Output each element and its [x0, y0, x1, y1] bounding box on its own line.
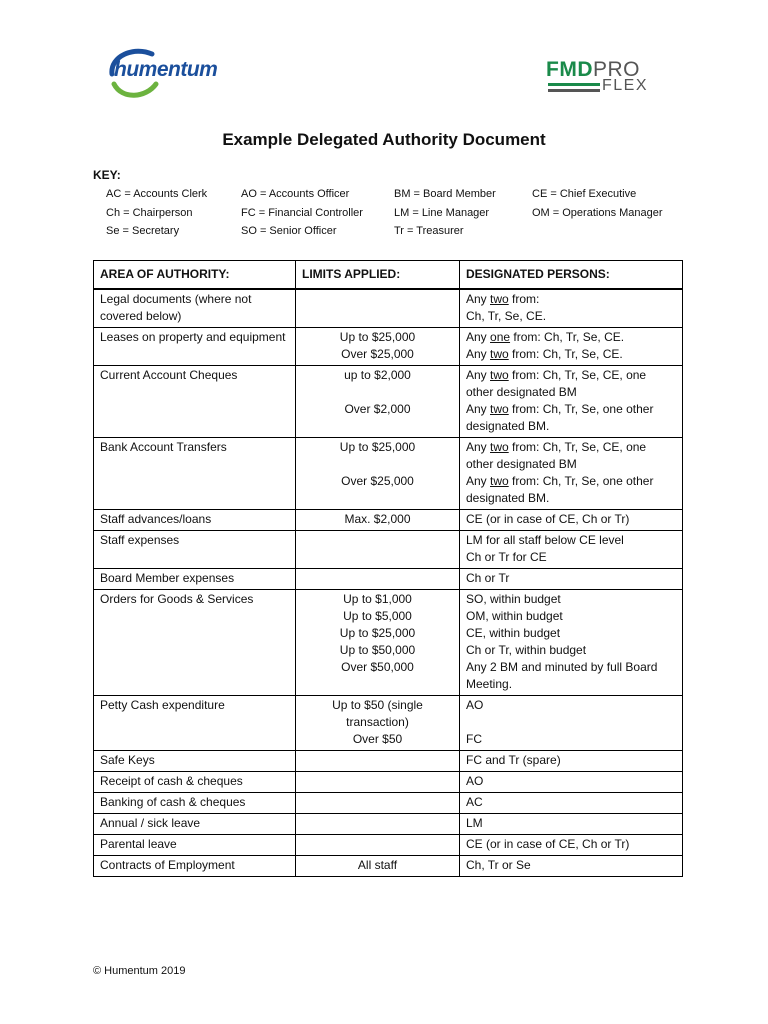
person-line [466, 608, 676, 625]
area-cell: Legal documents (where not covered below) [94, 289, 296, 328]
header-limits: LIMITS APPLIED: [296, 261, 460, 290]
limit-value: Up to $1,000 [343, 592, 412, 606]
limits-cell [296, 590, 460, 696]
table-body [94, 289, 683, 877]
area-cell: Safe Keys [94, 751, 296, 772]
limits-cell [296, 772, 460, 793]
person-text: from: Ch, Tr, Se, CE. [508, 347, 623, 361]
limits-cell [296, 366, 460, 438]
persons-cell [460, 856, 683, 877]
limits-cell [296, 289, 460, 328]
person-line [466, 367, 676, 401]
limits-cell [296, 510, 460, 531]
table-row [94, 590, 683, 696]
person-text: Ch, Tr or Se [466, 858, 531, 872]
limit-value: Over $2,000 [344, 402, 411, 416]
person-text: Ch or Tr [466, 571, 510, 585]
persons-cell [460, 289, 683, 328]
limits-cell [296, 856, 460, 877]
persons-cell [460, 793, 683, 814]
limits-cell [296, 835, 460, 856]
person-text: Ch or Tr, within budget [466, 643, 587, 657]
table-row [94, 696, 683, 751]
area-cell: Staff advances/loans [94, 510, 296, 531]
person-text: OM, within budget [466, 609, 563, 623]
person-line [466, 511, 676, 528]
person-text: CE, within budget [466, 626, 561, 640]
limit-value: Over $50,000 [341, 660, 414, 674]
person-line [466, 642, 676, 659]
person-line [466, 346, 676, 363]
fmd-text: FMD [546, 58, 593, 81]
copyright-footer: © Humentum 2019 [93, 965, 186, 977]
area-cell: Leases on property and equipment [94, 328, 296, 366]
person-line [466, 291, 676, 308]
table-row [94, 366, 683, 438]
person-line [466, 625, 676, 642]
underlined-qualifier: two [490, 347, 509, 361]
person-text: SO, within budget [466, 592, 561, 606]
area-cell: Petty Cash expenditure [94, 696, 296, 751]
limit-value: Up to $25,000 [339, 440, 416, 454]
key-item: AC = Accounts Clerk [106, 188, 208, 200]
area-cell: Annual / sick leave [94, 814, 296, 835]
person-text: LM [466, 816, 483, 830]
limit-value: All staff [357, 858, 398, 872]
persons-cell [460, 696, 683, 751]
limit-value: up to $2,000 [344, 368, 411, 382]
limits-cell [296, 696, 460, 751]
underlined-qualifier: two [490, 292, 509, 306]
area-cell: Receipt of cash & cheques [94, 772, 296, 793]
header-area: AREA OF AUTHORITY: [94, 261, 296, 290]
persons-cell [460, 772, 683, 793]
key-item: Tr = Treasurer [394, 225, 464, 237]
person-text: Any [466, 440, 491, 454]
persons-cell [460, 814, 683, 835]
person-line [466, 857, 676, 874]
persons-cell [460, 438, 683, 510]
person-line [466, 549, 676, 566]
person-text: from: Ch, Tr, Se, one other designated BM. [466, 474, 654, 505]
persons-cell [460, 531, 683, 569]
person-text: from: Ch, Tr, Se, CE, one other designated BM [466, 368, 647, 399]
person-line [466, 815, 676, 832]
person-text: Ch, Tr, Se, CE. [466, 309, 547, 323]
table-row [94, 569, 683, 590]
area-cell: Board Member expenses [94, 569, 296, 590]
key-item: LM = Line Manager [394, 207, 490, 219]
person-text: CE (or in case of CE, Ch or Tr) [466, 837, 630, 851]
header-persons: DESIGNATED PERSONS: [460, 261, 683, 290]
person-text: Ch or Tr for CE [466, 550, 547, 564]
person-text: from: Ch, Tr, Se, one other designated BM. [466, 402, 654, 433]
table-row [94, 289, 683, 328]
key-item: Ch = Chairperson [106, 207, 193, 219]
person-text: Any [466, 347, 491, 361]
person-line [466, 532, 676, 549]
person-line [466, 473, 676, 507]
underlined-qualifier: two [490, 440, 509, 454]
page-title: Example Delegated Authority Document [222, 130, 546, 149]
person-text: AO [466, 774, 484, 788]
area-cell: Parental leave [94, 835, 296, 856]
table-row [94, 835, 683, 856]
limits-cell [296, 569, 460, 590]
person-text: Any 2 BM and minuted by full Board Meeting. [466, 660, 658, 691]
table-row [94, 328, 683, 366]
key-item: Se = Secretary [106, 225, 180, 237]
limits-cell [296, 814, 460, 835]
persons-cell [460, 510, 683, 531]
table-row [94, 772, 683, 793]
limits-cell [296, 531, 460, 569]
authority-table [93, 260, 683, 877]
table-row [94, 751, 683, 772]
person-text: from: [508, 292, 540, 306]
limit-value: Up to $50 (single transaction) [332, 698, 423, 729]
flex-text: FLEX [602, 77, 649, 94]
person-text: from: Ch, Tr, Se, CE. [510, 330, 625, 344]
persons-cell [460, 751, 683, 772]
limits-cell [296, 751, 460, 772]
persons-cell [460, 328, 683, 366]
area-cell: Banking of cash & cheques [94, 793, 296, 814]
logo-bar-green [548, 83, 600, 86]
person-line [466, 697, 676, 714]
persons-cell [460, 835, 683, 856]
person-line [466, 308, 676, 325]
area-cell: Contracts of Employment [94, 856, 296, 877]
person-text: Any [466, 402, 491, 416]
underlined-qualifier: two [490, 368, 509, 382]
person-line [466, 794, 676, 811]
humentum-logo [104, 44, 218, 100]
table-row [94, 814, 683, 835]
key-item: OM = Operations Manager [532, 207, 663, 219]
key-item: AO = Accounts Officer [241, 188, 350, 200]
person-line [466, 329, 676, 346]
person-text: AC [466, 795, 483, 809]
underlined-qualifier: two [490, 402, 509, 416]
person-text: FC [466, 732, 482, 746]
table-header-row [94, 261, 683, 290]
limit-value: Over $25,000 [341, 347, 414, 361]
person-line [466, 401, 676, 435]
key-item: SO = Senior Officer [241, 225, 337, 237]
limit-value: Up to $25,000 [339, 626, 416, 640]
limits-cell [296, 438, 460, 510]
person-line [466, 570, 676, 587]
key-item: FC = Financial Controller [241, 207, 363, 219]
persons-cell [460, 366, 683, 438]
pro-text: PRO [593, 58, 641, 81]
limit-value: Up to $50,000 [339, 643, 416, 657]
person-text: CE (or in case of CE, Ch or Tr) [466, 512, 630, 526]
person-text: from: Ch, Tr, Se, CE, one other designated BM [466, 440, 647, 471]
limit-value: Over $50 [352, 732, 403, 746]
key-item: BM = Board Member [394, 188, 496, 200]
table-row [94, 793, 683, 814]
table-row [94, 438, 683, 510]
limit-value: Up to $5,000 [343, 609, 412, 623]
person-text: Any [466, 292, 491, 306]
limit-value: Up to $25,000 [339, 330, 416, 344]
persons-cell [460, 569, 683, 590]
limit-value: Max. $2,000 [344, 512, 411, 526]
person-text: LM for all staff below CE level [466, 533, 624, 547]
key-label: KEY: [93, 168, 121, 182]
area-cell: Current Account Cheques [94, 366, 296, 438]
fmd-pro-flex-logo [546, 58, 656, 98]
person-line [466, 773, 676, 790]
person-text: FC and Tr (spare) [466, 753, 561, 767]
area-cell: Orders for Goods & Services [94, 590, 296, 696]
person-line [466, 836, 676, 853]
logo-bar-gray [548, 89, 600, 92]
area-cell: Bank Account Transfers [94, 438, 296, 510]
table-row [94, 856, 683, 877]
person-text: Any [466, 474, 491, 488]
limits-cell [296, 328, 460, 366]
area-cell: Staff expenses [94, 531, 296, 569]
person-line [466, 731, 676, 748]
person-text: Any [466, 368, 491, 382]
table-row [94, 531, 683, 569]
persons-cell [460, 590, 683, 696]
person-text: Any [466, 330, 491, 344]
person-line [466, 591, 676, 608]
limits-cell [296, 793, 460, 814]
person-text: AO [466, 698, 484, 712]
underlined-qualifier: two [490, 474, 509, 488]
table-row [94, 510, 683, 531]
limit-value: Over $25,000 [341, 474, 414, 488]
humentum-wordmark: humentum [114, 58, 218, 81]
underlined-qualifier: one [490, 330, 511, 344]
person-line [466, 752, 676, 769]
key-item: CE = Chief Executive [532, 188, 637, 200]
person-line [466, 439, 676, 473]
person-line [466, 659, 676, 693]
